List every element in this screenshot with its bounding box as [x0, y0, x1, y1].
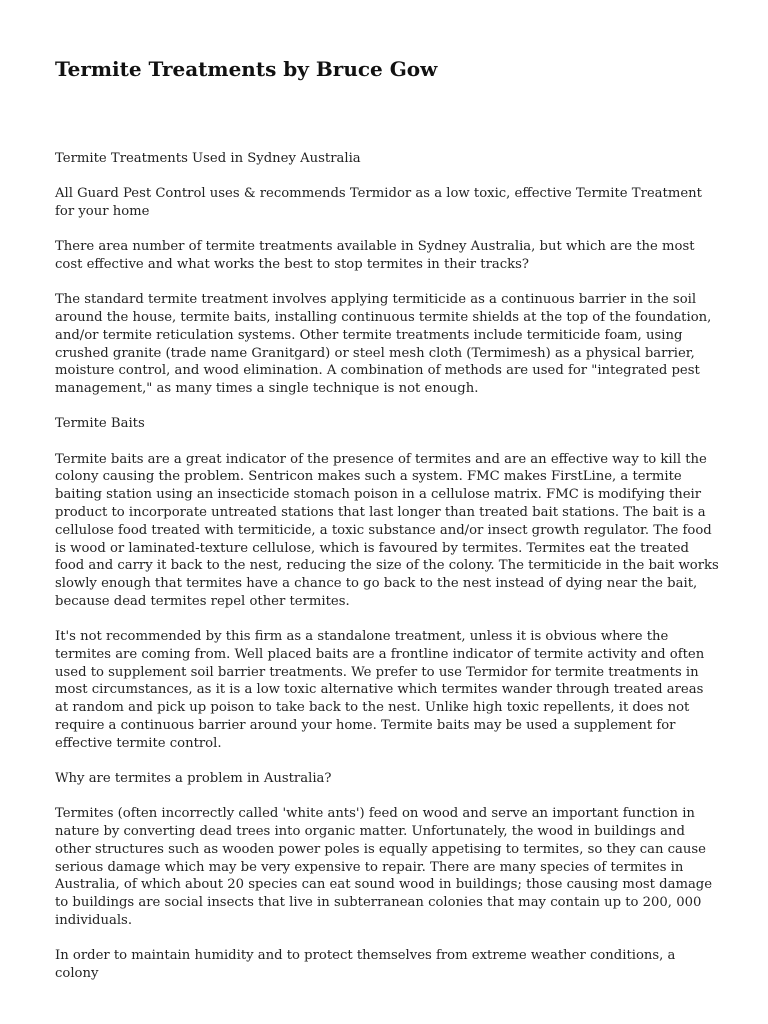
paragraph-treatments-available: There area number of termite treatments available in Sydney Australia, but which are the most cost effective and what works the best to stop termites in their tracks?: [55, 239, 695, 272]
paragraph-subheading-termite-baits: Termite Baits: [55, 416, 145, 432]
paragraph-standalone-treatment: It's not recommended by this firm as a standalone treatment, unless it is obvious where the termites are coming from. Well placed baits are a frontline indicator of termite activity and often used to supplement soil barrier treatments. We prefer to use Termidor for termite treatments in most circumstances, as it is a low toxic alternative which termites wander through treated areas at random and pick up poison to take back to the nest. Unlike high toxic repellents, it does not require a continuous barrier around your home. Termite baits may be used a supplement for effective termite control.: [55, 629, 705, 751]
paragraph-termites-description: Termites (often incorrectly called 'white ants') feed on wood and serve an important function in nature by converting dead trees into organic matter. Unfortunately, the wood in buildings and other structures such as wooden power poles is equally appetising to termites, so they can cause serious damage which may be very expensive to repair. There are many species of termites in Australia, of which about 20 species can eat sound wood in buildings; those causing most damage to buildings are social insects that live in subterranean colonies that may contain up to 200, 000 individuals.: [55, 806, 713, 929]
document-body: [55, 150, 720, 1000]
document-title: Termite Treatments by Bruce Gow: [55, 57, 438, 81]
paragraph-termite-baits: Termite baits are a great indicator of the presence of termites and are an effective way to kill the colony causing the problem. Sentricon makes such a system. FMC makes FirstLine, a termite baiting station using an insecticide stomach poison in a cellulose matrix. FMC is modifying their product to incorporate untreated stations that last longer than treated bait stations. The bait is a cellulose food treated with termiticide, a toxic substance and/or insect growth regulator. The food is wood or laminated-texture cellulose, which is favoured by termites. Termites eat the treated food and carry it back to the nest, reducing the size of the colony. The termiticide in the bait works slowly enough that termites have a chance to go back to the nest instead of dying near the bait, because dead termites repel other termites.: [55, 451, 719, 609]
paragraph-subheading-why-problem: Why are termites a problem in Australia?: [55, 771, 332, 787]
paragraph-humidity-colony: In order to maintain humidity and to protect themselves from extreme weather conditions, a colony: [55, 948, 676, 981]
paragraph-subheading-treatments-sydney: Termite Treatments Used in Sydney Australia: [55, 151, 361, 166]
paragraph-allguard-recommendation: All Guard Pest Control uses & recommends Termidor as a low toxic, effective Termite Treatment for your home: [55, 186, 702, 219]
paragraph-standard-treatment: The standard termite treatment involves applying termiticide as a continuous barrier in the soil around the house, termite baits, installing continuous termite shields at the top of the foundation, and/or termite reticulation systems. Other termite treatments include termiticide foam, using crushed granite (trade name Granitgard) or steel mesh cloth (Termimesh) as a physical barrier, moisture control, and wood elimination. A combination of methods are used for "integrated pest management," as many times a single technique is not enough.: [55, 292, 712, 397]
